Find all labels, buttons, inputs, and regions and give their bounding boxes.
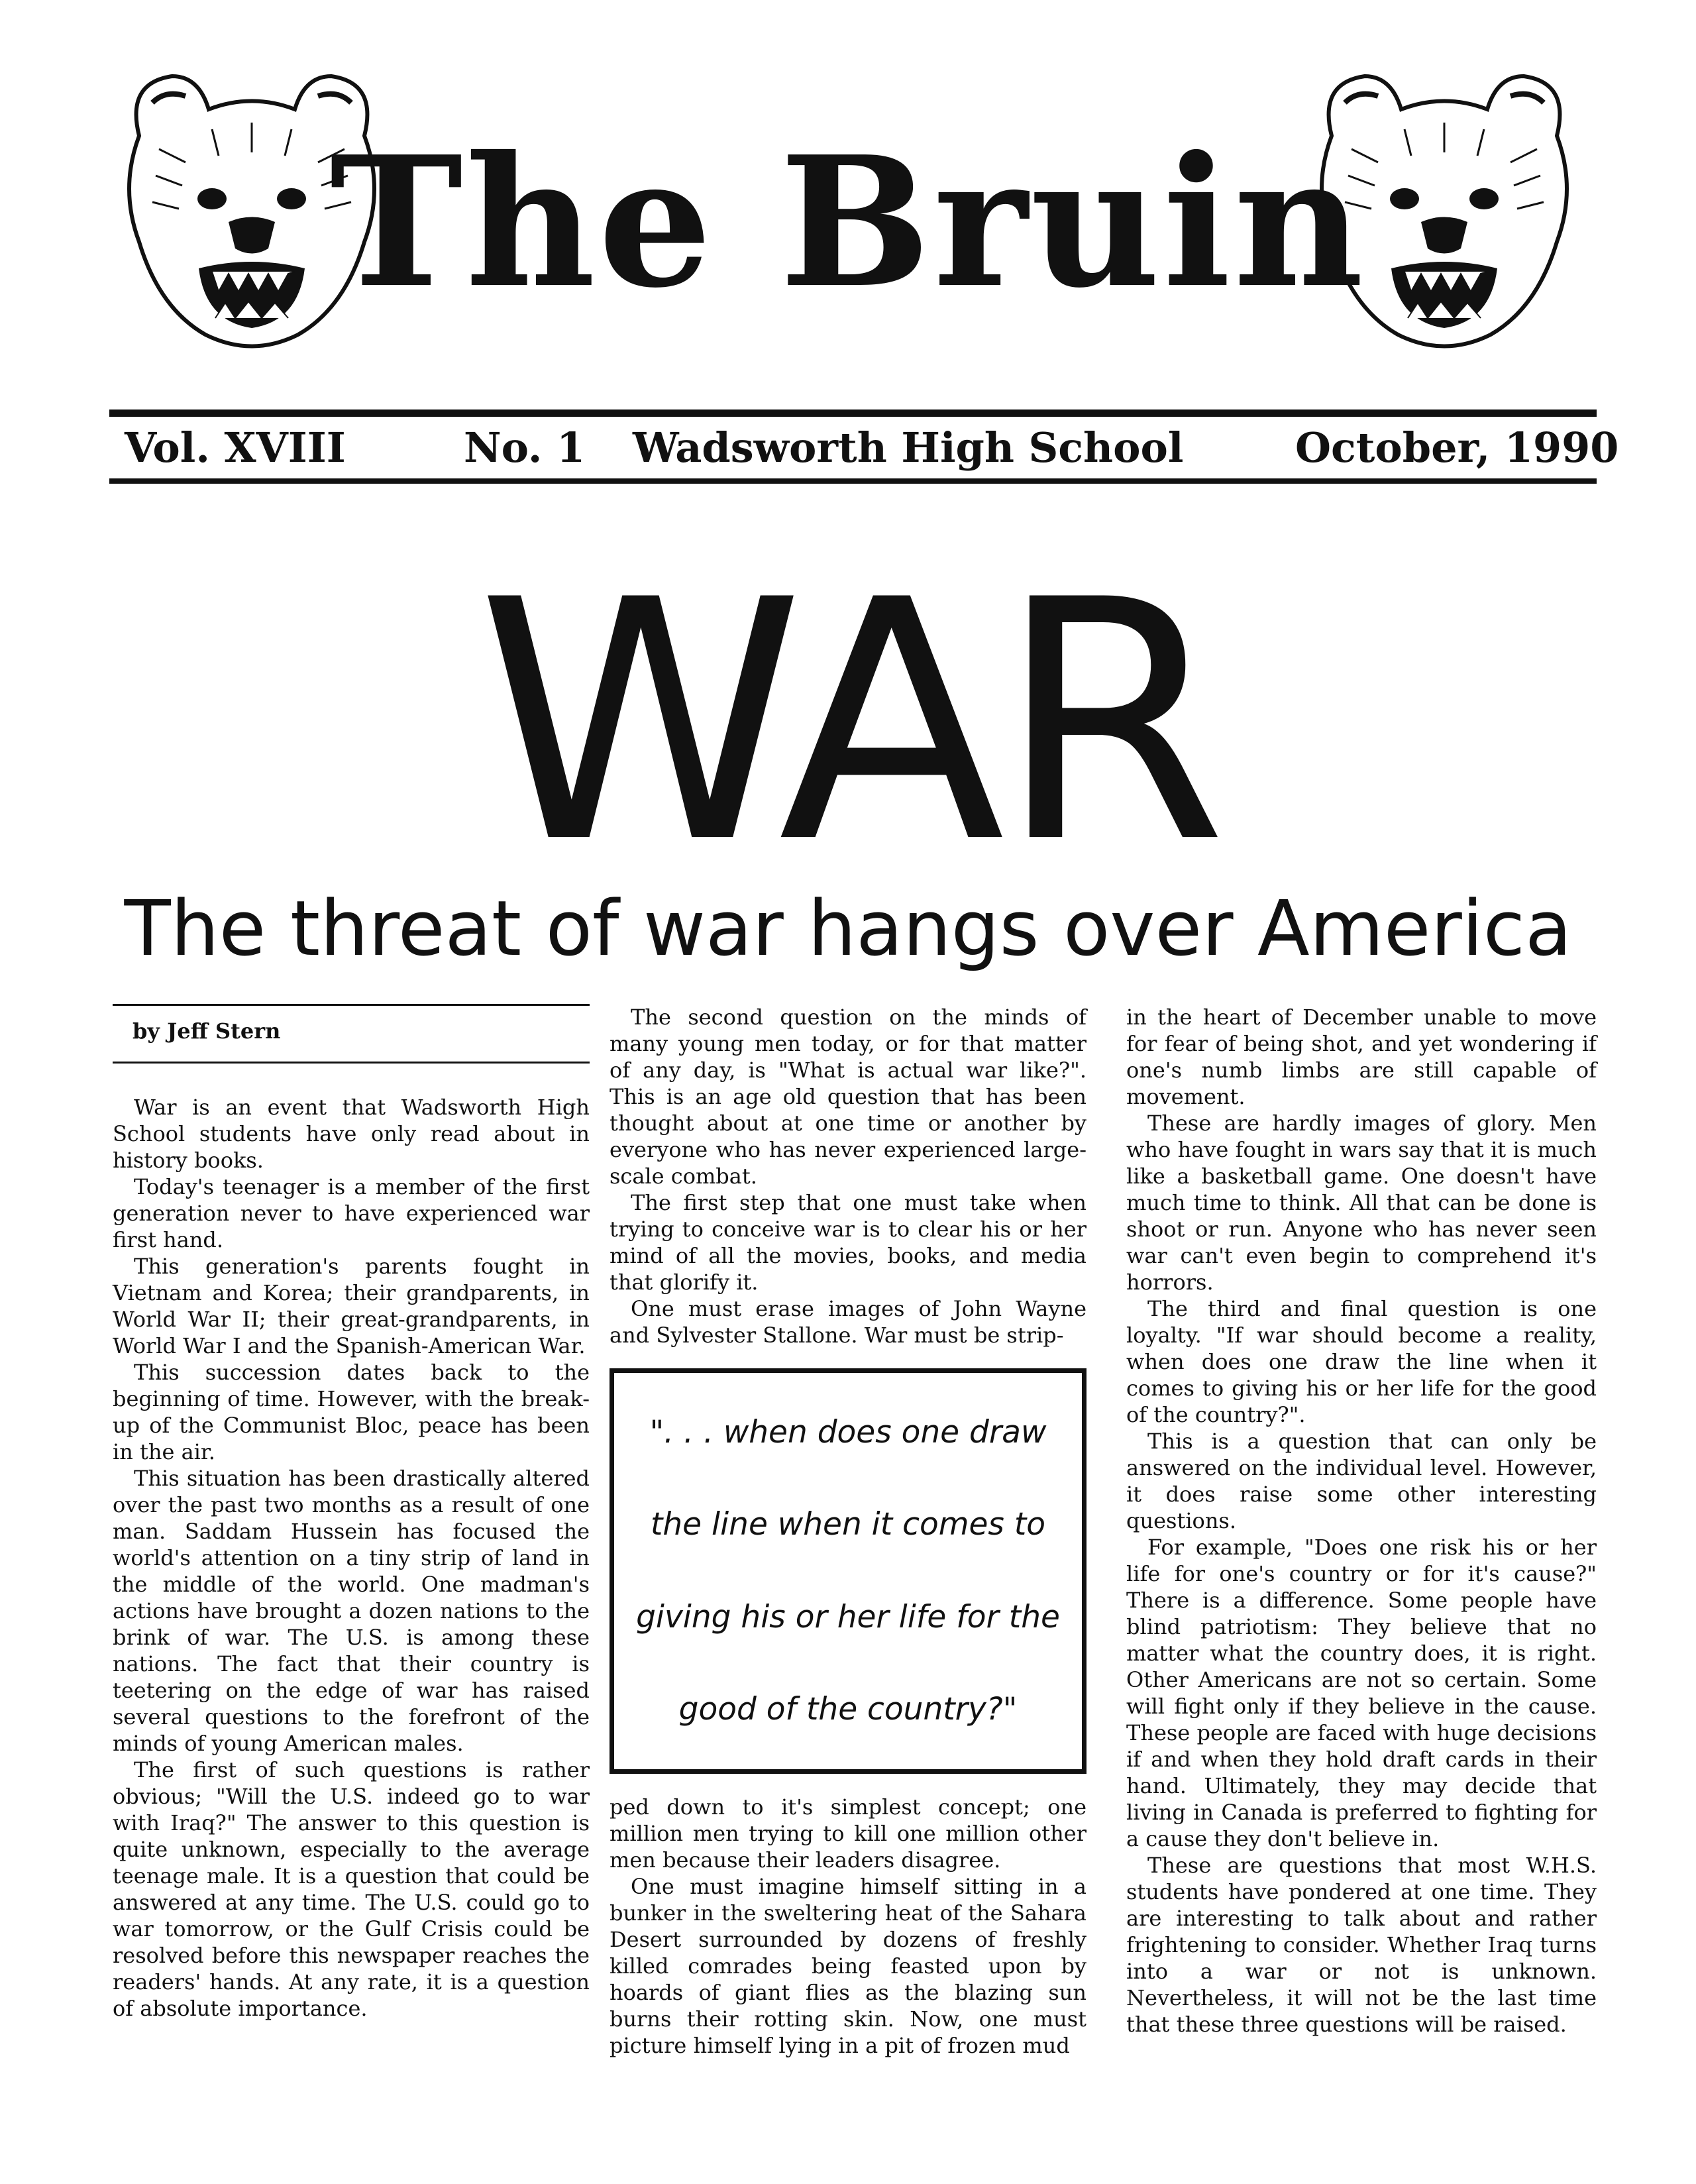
masthead-rule-top <box>109 410 1597 417</box>
paragraph: War is an event that Wadsworth High School students have only read about in history books. <box>113 1095 590 1173</box>
pull-quote-line: ". . . when does one draw <box>649 1413 1047 1450</box>
paragraph: Today's teenager is a member of the first generation never to have experienced war first hand. <box>113 1174 590 1252</box>
paragraph: ped down to it's simplest concept; one million men trying to kill one million other men because their leaders disagree. <box>610 1794 1086 1873</box>
volume-label: Vol. XVIII <box>125 423 346 472</box>
paragraph: For example, "Does one risk his or her life for one's country or for it's cause?" There is a difference. Some people have blind patriotism: They believe that no matter what the country does, it is right. Other Americans are not so certain. Some will fight only if they believe in the cause. These people are faced with huge decisions if and when they hold draft cards in their hand. Ultimately, they may decide that living in Canada is preferred to fighting for a cause they don't believe in. <box>1126 1535 1597 1851</box>
article-column-1 <box>113 1004 590 2022</box>
paragraph: The second question on the minds of many young men today, or for that matter of any day, is "What is actual war like?". This is an age old question that has been thought about at one time or another by everyone who has never experienced large-scale combat. <box>610 1005 1086 1189</box>
paragraph: This succession dates back to the beginning of time. However, with the break-up of the Communist Bloc, peace has been in the air. <box>113 1360 590 1464</box>
headline: WAR <box>476 529 1220 915</box>
paragraph: This generation's parents fought in Vietnam and Korea; their grandparents, in World War II; their great-grandparents, in World War I and the Spanish-American War. <box>113 1254 590 1358</box>
paragraph: The first step that one must take when trying to conceive war is to clear his or her mind of all the movies, books, and media that glorify it. <box>610 1190 1086 1295</box>
paragraph: The first of such questions is rather obvious; "Will the U.S. indeed go to war with Iraq?" The answer to this question is quite unknown, especially to the average teenage male. It is a question that could be answered at any time. The U.S. could go to war tomorrow, or the Gulf Crisis could be resolved before this newspaper reaches the readers' hands. At any rate, it is a question of absolute importance. <box>113 1757 590 2021</box>
byline-box <box>113 1004 590 1064</box>
pull-quote-line: good of the country?" <box>678 1691 1018 1728</box>
issue-number: No. 1 <box>464 423 586 472</box>
article-column-2 <box>610 1004 1086 2059</box>
pull-quote-line: giving his or her life for the <box>636 1598 1060 1635</box>
subheadline: The threat of war hangs over America <box>124 885 1572 973</box>
paragraph: This is a question that can only be answered on the individual level. However, it does raise some other interesting questions. <box>1126 1429 1597 1533</box>
paragraph: in the heart of December unable to move for fear of being shot, and yet wondering if one's numb limbs are still capable of movement. <box>1126 1005 1597 1109</box>
paragraph: One must erase images of John Wayne and Sylvester Stallone. War must be strip- <box>610 1296 1086 1348</box>
issue-date: October, 1990 <box>1295 423 1619 472</box>
article-column-3 <box>1126 1004 1597 2038</box>
masthead-rule-bottom <box>109 478 1597 484</box>
newspaper-title: The Bruin <box>329 117 1367 327</box>
paragraph: This situation has been drastically altered over the past two months as a result of one man. Saddam Hussein has focused the world's attention on a tiny strip of land in the middle of the world. One madman's actions have brought a dozen nations to the brink of war. The U.S. is among these nations. The fact that their country is teetering on the edge of war has raised several questions to the forefront of the minds of young American males. <box>113 1466 590 1756</box>
pull-quote <box>610 1368 1086 1774</box>
paragraph: These are questions that most W.H.S. students have pondered at one time. They are interesting to talk about and rather frightening to consider. Whether Iraq turns into a war or not is unknown. Nevertheless, it will not be the last time that these three questions will be raised. <box>1126 1853 1597 2037</box>
school-name: Wadsworth High School <box>633 423 1184 472</box>
pull-quote-line: the line when it comes to <box>650 1506 1046 1543</box>
byline: by Jeff Stern <box>132 1018 281 1044</box>
paragraph: These are hardly images of glory. Men who have fought in wars say that it is much like a basketball game. One doesn't have much time to think. All that can be done is shoot or run. Anyone who has never seen war can't even begin to comprehend it's horrors. <box>1126 1111 1597 1295</box>
paragraph: One must imagine himself sitting in a bunker in the sweltering heat of the Sahara Desert surrounded by dozens of freshly killed comrades being feasted upon by hoards of giant flies as the blazing sun burns their rotting skin. Now, one must picture himself lying in a pit of frozen mud <box>610 1874 1086 2058</box>
paragraph: The third and final question is one loyalty. "If war should become a reality, when does one draw the line when it comes to giving his or her life for the good of the country?". <box>1126 1296 1597 1427</box>
